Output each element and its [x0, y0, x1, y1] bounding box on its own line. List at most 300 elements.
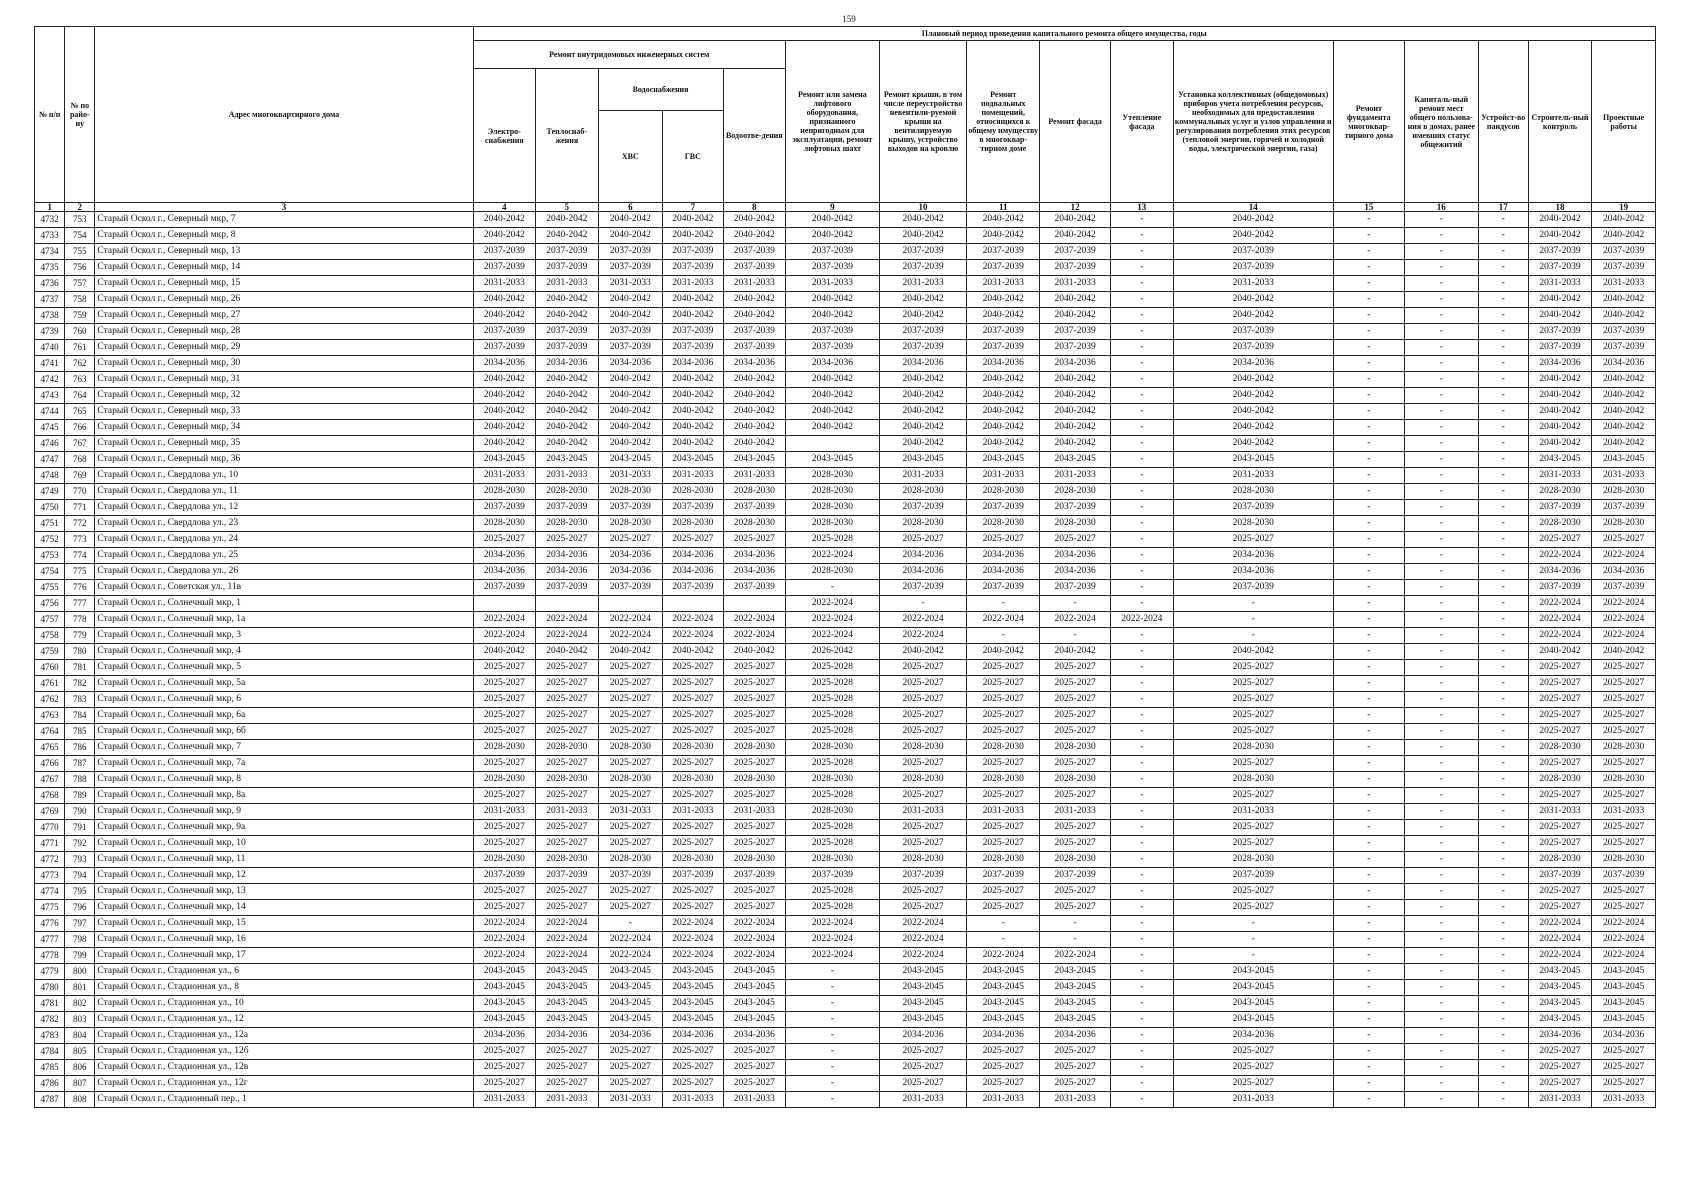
period-cell: 2037-2039	[879, 340, 967, 356]
table-row	[35, 1076, 1656, 1092]
period-cell: 2034-2036	[1528, 356, 1592, 372]
period-cell: -	[1111, 820, 1174, 836]
index-cell: 4766	[35, 756, 65, 772]
column-number: 9	[786, 203, 880, 212]
table-row	[35, 500, 1656, 516]
table-row	[35, 228, 1656, 244]
period-cell: -	[1478, 260, 1528, 276]
period-cell: -	[967, 932, 1040, 948]
period-cell: 2031-2033	[1528, 1092, 1592, 1108]
address-cell: Старый Оскол г., Северный мкр, 29	[95, 340, 473, 356]
column-number: 14	[1173, 203, 1333, 212]
period-cell: 2037-2039	[723, 244, 786, 260]
header-electricity: Электро-снабжения	[473, 69, 536, 203]
period-cell: 2034-2036	[536, 548, 599, 564]
index-cell: 4784	[35, 1044, 65, 1060]
period-cell: 2040-2042	[663, 372, 723, 388]
period-cell: -	[879, 596, 967, 612]
period-cell: 2025-2027	[473, 724, 536, 740]
period-cell: -	[1333, 228, 1404, 244]
period-cell: 2040-2042	[1040, 404, 1111, 420]
period-cell: 2028-2030	[536, 772, 599, 788]
period-cell: 2034-2036	[473, 1028, 536, 1044]
period-cell: 2037-2039	[536, 340, 599, 356]
period-cell: 2028-2030	[879, 740, 967, 756]
table-row	[35, 884, 1656, 900]
period-cell: 2025-2027	[1173, 676, 1333, 692]
period-cell: -	[1478, 500, 1528, 516]
period-cell: 2034-2036	[879, 564, 967, 580]
period-cell: 2037-2039	[967, 868, 1040, 884]
period-cell: 2040-2042	[598, 308, 663, 324]
column-number: 11	[967, 203, 1040, 212]
period-cell: 2031-2033	[663, 468, 723, 484]
period-cell: 2025-2027	[1040, 836, 1111, 852]
period-cell: 2022-2024	[723, 628, 786, 644]
period-cell: 2025-2028	[786, 724, 880, 740]
column-number: 4	[473, 203, 536, 212]
period-cell: 2028-2030	[967, 772, 1040, 788]
period-cell: -	[1404, 788, 1478, 804]
period-cell: 2025-2027	[536, 836, 599, 852]
address-cell: Старый Оскол г., Северный мкр, 34	[95, 420, 473, 436]
period-cell: 2034-2036	[967, 1028, 1040, 1044]
period-cell: 2022-2024	[879, 612, 967, 628]
period-cell: 2028-2030	[786, 468, 880, 484]
index-cell: 757	[65, 276, 95, 292]
period-cell: -	[1478, 484, 1528, 500]
period-cell: -	[1478, 244, 1528, 260]
period-cell: 2037-2039	[1173, 260, 1333, 276]
table-row	[35, 244, 1656, 260]
address-cell: Старый Оскол г., Стадионная ул., 12в	[95, 1060, 473, 1076]
index-cell: 4739	[35, 324, 65, 340]
period-cell: -	[1404, 948, 1478, 964]
period-cell: -	[1478, 340, 1528, 356]
period-cell: 2028-2030	[1173, 852, 1333, 868]
header-meters: Установка коллективных (общедомовых) приборов учета потребления ресурсов, необходимых для предоставления коммунальных услуг и узлов управления и регулирования потребления этих ресурсов (тепловой энергии, горячей и холодной воды, электрической энергии, газа)	[1173, 41, 1333, 203]
period-cell: 2025-2028	[786, 756, 880, 772]
table-row	[35, 420, 1656, 436]
period-cell: -	[1333, 420, 1404, 436]
period-cell: 2040-2042	[967, 388, 1040, 404]
period-cell: 2025-2027	[1040, 1076, 1111, 1092]
period-cell: 2037-2039	[598, 324, 663, 340]
period-cell: -	[1333, 436, 1404, 452]
period-cell: -	[1404, 1092, 1478, 1108]
period-cell: 2025-2027	[1040, 788, 1111, 804]
period-cell: -	[1111, 660, 1174, 676]
period-cell: 2028-2030	[786, 740, 880, 756]
address-cell: Старый Оскол г., Солнечный мкр, 6	[95, 692, 473, 708]
index-cell: 783	[65, 692, 95, 708]
address-cell: Старый Оскол г., Стадионная ул., 10	[95, 996, 473, 1012]
period-cell: -	[1333, 772, 1404, 788]
period-cell: 2025-2027	[879, 756, 967, 772]
period-cell: 2025-2027	[879, 836, 967, 852]
period-cell: 2034-2036	[967, 356, 1040, 372]
period-cell: 2037-2039	[1173, 868, 1333, 884]
period-cell: 2028-2030	[1528, 772, 1592, 788]
period-cell: 2025-2027	[663, 1076, 723, 1092]
period-cell: 2031-2033	[1173, 804, 1333, 820]
period-cell: 2037-2039	[1040, 500, 1111, 516]
period-cell: 2025-2027	[473, 1060, 536, 1076]
period-cell: -	[1111, 324, 1174, 340]
period-cell: 2043-2045	[473, 964, 536, 980]
period-cell: 2025-2027	[473, 1044, 536, 1060]
period-cell: -	[1333, 788, 1404, 804]
index-cell: 782	[65, 676, 95, 692]
period-cell: 2034-2036	[1528, 1028, 1592, 1044]
column-number: 8	[723, 203, 786, 212]
index-cell: 805	[65, 1044, 95, 1060]
period-cell: 2031-2033	[1040, 804, 1111, 820]
period-cell: 2031-2033	[598, 1092, 663, 1108]
table-body	[35, 212, 1656, 1108]
index-cell: 803	[65, 1012, 95, 1028]
period-cell: -	[1478, 980, 1528, 996]
period-cell: -	[967, 628, 1040, 644]
index-cell: 798	[65, 932, 95, 948]
period-cell: 2034-2036	[473, 356, 536, 372]
address-cell: Старый Оскол г., Северный мкр, 36	[95, 452, 473, 468]
period-cell: -	[1404, 900, 1478, 916]
period-cell: -	[1333, 1044, 1404, 1060]
period-cell: 2025-2027	[536, 884, 599, 900]
period-cell: 2022-2024	[536, 612, 599, 628]
period-cell: 2040-2042	[473, 436, 536, 452]
period-cell: 2028-2030	[663, 740, 723, 756]
period-cell: 2040-2042	[967, 308, 1040, 324]
period-cell: 2043-2045	[1173, 1012, 1333, 1028]
period-cell: 2043-2045	[723, 996, 786, 1012]
period-cell: -	[1111, 372, 1174, 388]
period-cell: 2022-2024	[536, 932, 599, 948]
period-cell: -	[1478, 772, 1528, 788]
period-cell: 2037-2039	[473, 244, 536, 260]
period-cell: 2025-2027	[879, 900, 967, 916]
period-cell: 2022-2024	[473, 628, 536, 644]
table-row	[35, 596, 1656, 612]
period-cell: 2025-2027	[967, 676, 1040, 692]
period-cell: -	[1404, 644, 1478, 660]
period-cell: 2025-2027	[663, 724, 723, 740]
period-cell: 2022-2024	[879, 628, 967, 644]
period-cell: -	[1404, 964, 1478, 980]
period-cell: -	[1404, 980, 1478, 996]
period-cell: 2040-2042	[473, 212, 536, 228]
period-cell: -	[1478, 564, 1528, 580]
table-row	[35, 452, 1656, 468]
period-cell: 2034-2036	[598, 1028, 663, 1044]
period-cell: 2037-2039	[473, 324, 536, 340]
period-cell: 2028-2030	[786, 500, 880, 516]
table-row	[35, 484, 1656, 500]
index-cell: 4757	[35, 612, 65, 628]
index-cell: 4776	[35, 916, 65, 932]
period-cell: 2028-2030	[473, 740, 536, 756]
table-row	[35, 532, 1656, 548]
index-cell: 754	[65, 228, 95, 244]
period-cell: -	[1478, 420, 1528, 436]
period-cell: 2040-2042	[1592, 292, 1656, 308]
period-cell: 2025-2027	[1592, 724, 1656, 740]
period-cell: 2043-2045	[967, 964, 1040, 980]
period-cell: 2040-2042	[1592, 308, 1656, 324]
period-cell: 2025-2028	[786, 708, 880, 724]
period-cell: 2031-2033	[967, 468, 1040, 484]
period-cell: -	[1478, 468, 1528, 484]
period-cell: 2025-2027	[663, 692, 723, 708]
period-cell: -	[786, 1012, 880, 1028]
period-cell: 2040-2042	[598, 372, 663, 388]
period-cell: 2028-2030	[1173, 772, 1333, 788]
period-cell: -	[967, 916, 1040, 932]
period-cell: 2040-2042	[967, 228, 1040, 244]
period-cell: 2025-2027	[1592, 900, 1656, 916]
index-cell: 758	[65, 292, 95, 308]
period-cell: 2025-2027	[879, 724, 967, 740]
period-cell: 2034-2036	[663, 548, 723, 564]
index-cell: 4748	[35, 468, 65, 484]
period-cell: -	[1478, 692, 1528, 708]
period-cell: 2025-2028	[786, 788, 880, 804]
period-cell: -	[1404, 708, 1478, 724]
column-number: 13	[1111, 203, 1174, 212]
period-cell: 2022-2024	[1528, 612, 1592, 628]
period-cell: -	[1111, 916, 1174, 932]
period-cell: 2025-2027	[1592, 1044, 1656, 1060]
period-cell: 2025-2027	[598, 660, 663, 676]
period-cell: 2031-2033	[723, 804, 786, 820]
period-cell: -	[1404, 212, 1478, 228]
period-cell: 2025-2027	[1173, 1076, 1333, 1092]
period-cell: 2043-2045	[967, 1012, 1040, 1028]
period-cell: 2040-2042	[663, 212, 723, 228]
table-row	[35, 996, 1656, 1012]
period-cell: -	[1173, 612, 1333, 628]
index-cell: 4777	[35, 932, 65, 948]
period-cell: -	[1111, 1012, 1174, 1028]
period-cell: 2025-2027	[1040, 692, 1111, 708]
period-cell: -	[1478, 1076, 1528, 1092]
period-cell: 2043-2045	[536, 452, 599, 468]
period-cell: 2025-2027	[536, 660, 599, 676]
period-cell: 2022-2024	[1592, 548, 1656, 564]
period-cell: 2025-2027	[598, 724, 663, 740]
period-cell: -	[1173, 596, 1333, 612]
header-dormitory: Капиталь-ный ремонт мест общего пользова-ния в домах, ранее имевших статус общежитий	[1404, 41, 1478, 203]
period-cell: 2022-2024	[967, 948, 1040, 964]
table-row	[35, 324, 1656, 340]
period-cell	[786, 436, 880, 452]
period-cell: -	[1111, 436, 1174, 452]
period-cell: 2025-2027	[598, 676, 663, 692]
period-cell: 2031-2033	[1592, 1092, 1656, 1108]
period-cell: 2025-2027	[663, 820, 723, 836]
period-cell: 2025-2027	[663, 756, 723, 772]
period-cell: 2025-2027	[1040, 756, 1111, 772]
period-cell: 2037-2039	[598, 260, 663, 276]
index-cell: 804	[65, 1028, 95, 1044]
period-cell: -	[1404, 692, 1478, 708]
period-cell: 2034-2036	[967, 564, 1040, 580]
period-cell: 2034-2036	[879, 356, 967, 372]
period-cell: 2040-2042	[663, 292, 723, 308]
period-cell: -	[1478, 212, 1528, 228]
period-cell: -	[1404, 1012, 1478, 1028]
period-cell: 2025-2028	[786, 884, 880, 900]
period-cell: 2037-2039	[723, 324, 786, 340]
period-cell: 2025-2027	[1528, 724, 1592, 740]
period-cell: 2025-2027	[1528, 692, 1592, 708]
period-cell: 2034-2036	[723, 564, 786, 580]
period-cell: -	[1333, 916, 1404, 932]
index-cell: 4775	[35, 900, 65, 916]
period-cell: -	[1404, 324, 1478, 340]
period-cell: 2025-2028	[786, 692, 880, 708]
period-cell: 2040-2042	[663, 308, 723, 324]
period-cell: 2022-2024	[1528, 932, 1592, 948]
period-cell: 2040-2042	[1173, 292, 1333, 308]
period-cell: 2025-2027	[1592, 676, 1656, 692]
index-cell: 4738	[35, 308, 65, 324]
period-cell: 2034-2036	[786, 356, 880, 372]
period-cell: -	[1404, 836, 1478, 852]
address-cell: Старый Оскол г., Свердлова ул., 23	[95, 516, 473, 532]
column-number: 5	[536, 203, 599, 212]
address-cell: Старый Оскол г., Стадионная ул., 8	[95, 980, 473, 996]
index-cell: 4770	[35, 820, 65, 836]
period-cell: 2031-2033	[473, 804, 536, 820]
period-cell: 2043-2045	[663, 996, 723, 1012]
period-cell: -	[1111, 1044, 1174, 1060]
table-row	[35, 756, 1656, 772]
period-cell: 2028-2030	[473, 484, 536, 500]
index-cell: 4734	[35, 244, 65, 260]
period-cell: 2040-2042	[1173, 436, 1333, 452]
period-cell: 2040-2042	[723, 212, 786, 228]
period-cell: -	[1404, 340, 1478, 356]
period-cell: -	[1333, 564, 1404, 580]
period-cell: 2025-2027	[723, 900, 786, 916]
period-cell: -	[1111, 980, 1174, 996]
period-cell: 2025-2027	[1592, 820, 1656, 836]
period-cell: -	[1478, 628, 1528, 644]
period-cell: 2031-2033	[967, 276, 1040, 292]
period-cell: -	[1404, 612, 1478, 628]
period-cell: 2028-2030	[786, 852, 880, 868]
period-cell: -	[1333, 644, 1404, 660]
period-cell: 2028-2030	[663, 772, 723, 788]
period-cell: -	[1478, 740, 1528, 756]
period-cell: 2025-2027	[663, 1044, 723, 1060]
index-cell: 4760	[35, 660, 65, 676]
period-cell: -	[1478, 596, 1528, 612]
index-cell: 4767	[35, 772, 65, 788]
period-cell: 2028-2030	[598, 772, 663, 788]
index-cell: 4753	[35, 548, 65, 564]
period-cell: -	[1333, 964, 1404, 980]
period-cell: 2034-2036	[473, 548, 536, 564]
period-cell: 2040-2042	[1173, 308, 1333, 324]
period-cell: 2025-2027	[473, 692, 536, 708]
period-cell: 2028-2030	[598, 852, 663, 868]
period-cell: 2040-2042	[879, 228, 967, 244]
table-row	[35, 1028, 1656, 1044]
period-cell: 2037-2039	[598, 340, 663, 356]
period-cell: -	[967, 596, 1040, 612]
period-cell: -	[1111, 1076, 1174, 1092]
period-cell: 2037-2039	[1173, 340, 1333, 356]
period-cell: -	[1333, 452, 1404, 468]
period-cell: 2040-2042	[598, 404, 663, 420]
period-cell: 2043-2045	[1528, 964, 1592, 980]
period-cell: -	[1404, 596, 1478, 612]
index-cell: 4765	[35, 740, 65, 756]
period-cell: 2022-2024	[786, 948, 880, 964]
period-cell: 2025-2027	[967, 692, 1040, 708]
period-cell: 2040-2042	[1592, 388, 1656, 404]
period-cell: 2025-2027	[1173, 884, 1333, 900]
period-cell: 2031-2033	[536, 804, 599, 820]
index-cell: 4747	[35, 452, 65, 468]
address-cell: Старый Оскол г., Солнечный мкр, 11	[95, 852, 473, 868]
period-cell: 2034-2036	[663, 1028, 723, 1044]
period-cell: 2025-2027	[879, 1044, 967, 1060]
period-cell: -	[1111, 468, 1174, 484]
address-cell: Старый Оскол г., Солнечный мкр, 14	[95, 900, 473, 916]
period-cell: -	[1478, 580, 1528, 596]
period-cell: -	[1404, 308, 1478, 324]
period-cell: -	[1404, 820, 1478, 836]
period-cell: 2028-2030	[536, 484, 599, 500]
table-row	[35, 964, 1656, 980]
period-cell: 2025-2027	[1040, 900, 1111, 916]
period-cell: 2028-2030	[663, 484, 723, 500]
period-cell: 2028-2030	[536, 852, 599, 868]
index-cell: 4752	[35, 532, 65, 548]
period-cell: 2022-2024	[598, 628, 663, 644]
period-cell: 2025-2027	[598, 756, 663, 772]
period-cell: 2034-2036	[1040, 564, 1111, 580]
period-cell: -	[1478, 612, 1528, 628]
period-cell: 2028-2030	[1040, 772, 1111, 788]
period-cell: 2031-2033	[1040, 468, 1111, 484]
period-cell: 2025-2027	[473, 836, 536, 852]
period-cell: 2022-2024	[723, 932, 786, 948]
period-cell: -	[1173, 628, 1333, 644]
table-row	[35, 612, 1656, 628]
index-cell: 4741	[35, 356, 65, 372]
period-cell: 2028-2030	[1528, 740, 1592, 756]
period-cell: 2043-2045	[598, 996, 663, 1012]
period-cell: 2034-2036	[723, 548, 786, 564]
address-cell: Старый Оскол г., Стадионная ул., 12б	[95, 1044, 473, 1060]
index-cell: 4779	[35, 964, 65, 980]
address-cell: Старый Оскол г., Северный мкр, 8	[95, 228, 473, 244]
index-cell: 4772	[35, 852, 65, 868]
period-cell: -	[1111, 1092, 1174, 1108]
header-hot-water: ГВС	[663, 111, 723, 203]
period-cell: -	[1404, 1028, 1478, 1044]
period-cell: -	[1111, 1060, 1174, 1076]
period-cell: 2022-2024	[1528, 948, 1592, 964]
period-cell: 2025-2027	[598, 1060, 663, 1076]
period-cell: -	[1478, 276, 1528, 292]
period-cell: 2025-2027	[1040, 820, 1111, 836]
